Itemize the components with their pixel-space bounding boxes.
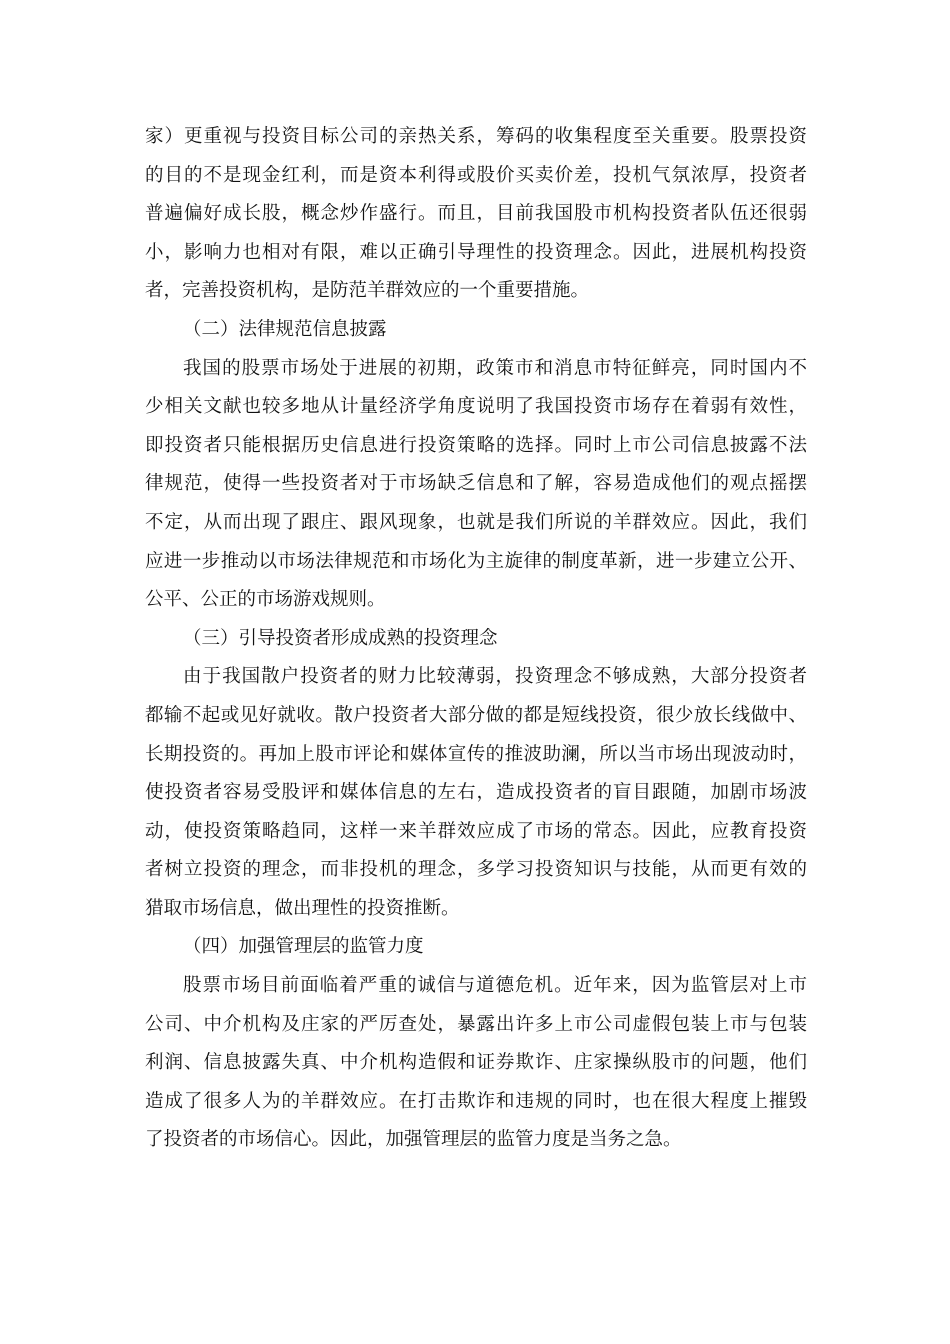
paragraph-3-line: 由于我国散户投资者的财力比较薄弱，投资理念不够成熟，大部分投资者 (183, 666, 807, 688)
paragraph-2-line: 律规范，使得一些投资者对于市场缺乏信息和了解，容易造成他们的观点摇摆 (145, 473, 807, 495)
paragraph-1 (145, 118, 807, 311)
paragraph-1-line: 小，影响力也相对有限，难以正确引导理性的投资理念。因此，进展机构投资 (145, 241, 807, 263)
paragraph-3-line: 者树立投资的理念，而非投机的理念，多学习投资知识与技能，从而更有效的 (145, 859, 807, 881)
paragraph-4 (145, 967, 807, 1160)
paragraph-1-line: 家）更重视与投资目标公司的亲热关系，筹码的收集程度至关重要。股票投资 (145, 126, 807, 147)
paragraph-3 (145, 658, 807, 928)
paragraph-2 (145, 350, 807, 620)
section-heading-4: （四）加强管理层的监管力度 (183, 936, 424, 958)
paragraph-2-line: 我国的股票市场处于进展的初期，政策市和消息市特征鲜亮，同时国内不 (183, 357, 807, 379)
paragraph-1-line: 的目的不是现金红利，而是资本利得或股价买卖价差，投机气氛浓厚，投资者 (145, 164, 807, 186)
paragraph-3-line: 使投资者容易受股评和媒体信息的左右，造成投资者的盲目跟随，加剧市场波 (145, 782, 807, 804)
paragraph-2-line: 应进一步推动以市场法律规范和市场化为主旋律的制度革新，进一步建立公开、 (145, 550, 807, 572)
paragraph-2-line: 即投资者只能根据历史信息进行投资策略的选择。同时上市公司信息披露不法 (145, 434, 807, 456)
paragraph-4-line: 了投资者的市场信心。因此，加强管理层的监管力度是当务之急。 (145, 1129, 682, 1151)
paragraph-2-line: 公平、公正的市场游戏规则。 (145, 589, 386, 611)
paragraph-2-line: 少相关文献也较多地从计量经济学角度说明了我国投资市场存在着弱有效性， (145, 396, 807, 418)
paragraph-4-line: 公司、中介机构及庄家的严厉查处，暴露出许多上市公司虚假包装上市与包装 (145, 1013, 807, 1035)
paragraph-1-line: 者，完善投资机构，是防范羊群效应的一个重要措施。 (145, 280, 590, 302)
paragraph-4-line: 造成了很多人为的羊群效应。在打击欺诈和违规的同时，也在很大程度上摧毁 (145, 1090, 807, 1112)
paragraph-1-line: 普遍偏好成长股，概念炒作盛行。而且，目前我国股市机构投资者队伍还很弱 (145, 203, 807, 225)
paragraph-2-line: 不定，从而出现了跟庄、跟风现象，也就是我们所说的羊群效应。因此，我们 (145, 511, 807, 533)
paragraph-4-line: 利润、信息披露失真、中介机构造假和证券欺诈、庄家操纵股市的问题，他们 (145, 1052, 807, 1074)
paragraph-3-line: 都输不起或见好就收。散户投资者大部分做的都是短线投资，很少放长线做中、 (145, 704, 807, 726)
paragraph-4-line: 股票市场目前面临着严重的诚信与道德危机。近年来，因为监管层对上市 (183, 975, 807, 997)
section-heading-3: （三）引导投资者形成成熟的投资理念 (183, 627, 498, 649)
section-heading-2: （二）法律规范信息披露 (183, 318, 387, 340)
paragraph-3-line: 猎取市场信息，做出理性的投资推断。 (145, 897, 460, 919)
paragraph-3-line: 动，使投资策略趋同，这样一来羊群效应成了市场的常态。因此，应教育投资 (145, 820, 807, 842)
document-body (145, 118, 807, 1160)
paragraph-3-line: 长期投资的。再加上股市评论和媒体宣传的推波助澜，所以当市场出现波动时， (145, 743, 807, 765)
